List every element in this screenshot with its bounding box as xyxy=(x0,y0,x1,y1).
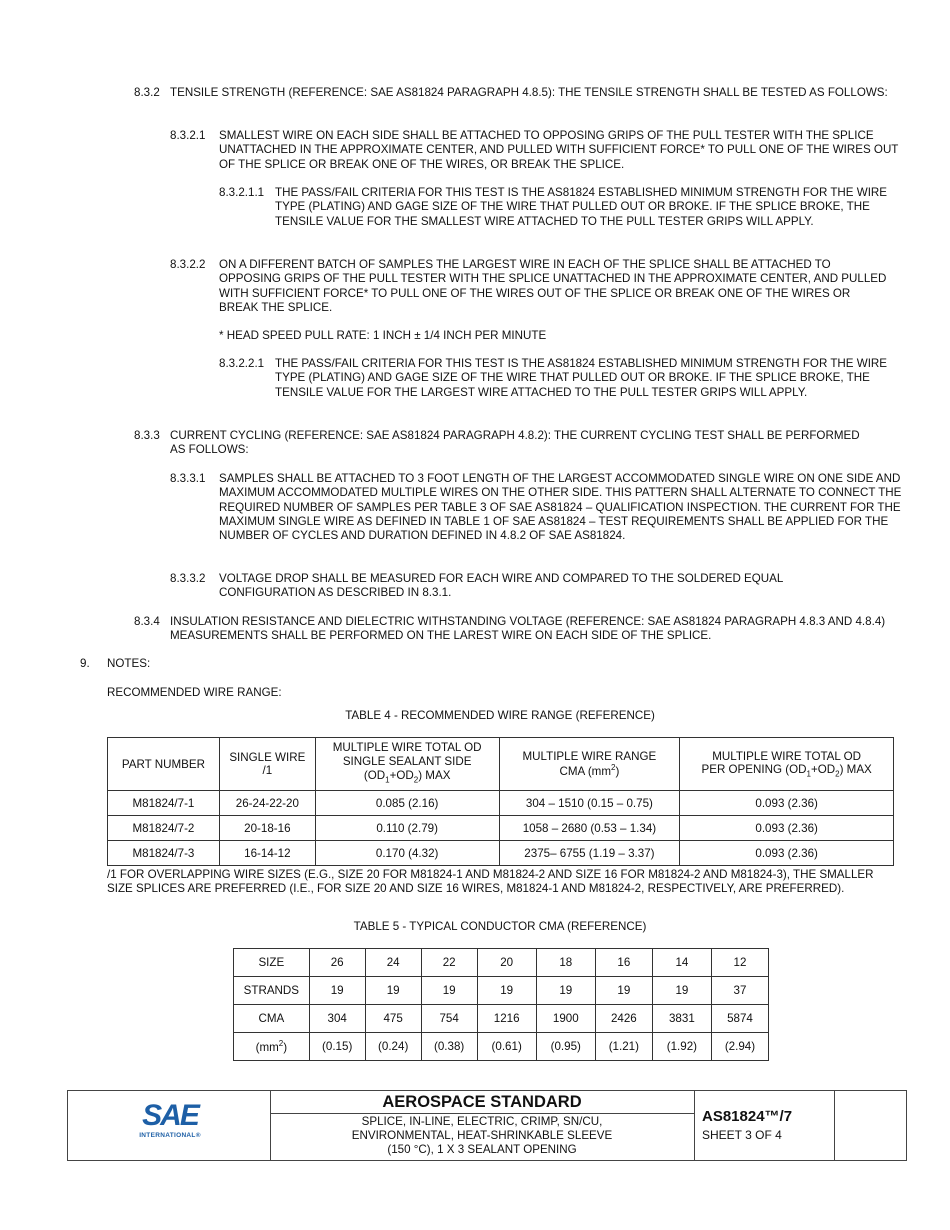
table-cell: 26-24-22-20 xyxy=(219,791,315,816)
sheet-number: SHEET 3 OF 4 xyxy=(702,1128,782,1142)
section-8-3-2-2-number: 8.3.2.2 xyxy=(170,258,206,271)
table-cell: 5874 xyxy=(711,1005,768,1033)
table-cell: 20 xyxy=(477,949,536,977)
section-8-3-4-number: 8.3.4 xyxy=(134,615,160,628)
table-4 xyxy=(107,737,894,866)
section-8-3-3-2-number: 8.3.3.2 xyxy=(170,572,206,585)
section-8-3-2-2-1-text: THE PASS/FAIL CRITERIA FOR THIS TEST IS THE AS81824 ESTABLISHED MINIMUM STRENGTH FOR THE WIRE TYPE (PLATING) AND GAGE SIZE OF THE WIRE THAT PULLED OUT OR BROKE. IF THE SPLICE BROKE, THE TENSILE VALUE FOR THE LARGEST WIRE ATTACHED TO THE PULL TESTER GRIPS WILL APPLY. xyxy=(275,357,888,399)
document-number: AS81824™/7 xyxy=(702,1108,793,1125)
table-cell: 19 xyxy=(421,977,477,1005)
table-cell: 304 xyxy=(309,1005,365,1033)
table-5 xyxy=(233,948,769,1061)
table-cell: (0.61) xyxy=(477,1033,536,1061)
table-cell: M81824/7-1 xyxy=(108,791,220,816)
table-cell: 19 xyxy=(309,977,365,1005)
table-cell: 1900 xyxy=(536,1005,595,1033)
table-row xyxy=(234,949,769,977)
section-8-3-2-2-1-number: 8.3.2.2.1 xyxy=(219,357,265,370)
section-8-3-3-number: 8.3.3 xyxy=(134,429,160,442)
table-cell: (0.24) xyxy=(365,1033,421,1061)
table-cell: CMA xyxy=(234,1005,310,1033)
section-8-3-3-1-number: 8.3.3.1 xyxy=(170,472,206,485)
document-number-cell xyxy=(694,1091,835,1160)
section-8-3-4-text: INSULATION RESISTANCE AND DIELECTRIC WITHSTANDING VOLTAGE (REFERENCE: SAE AS81824 PARAGRAPH 4.8.3 AND 4.8.4) MEASUREMENTS SHALL BE PERFORMED ON THE LAREST WIRE ON EACH SIDE OF THE SPLICE. xyxy=(170,615,886,643)
recommended-wire-range-label: RECOMMENDED WIRE RANGE: xyxy=(107,686,282,699)
table-cell: 19 xyxy=(365,977,421,1005)
section-8-3-3-text: CURRENT CYCLING (REFERENCE: SAE AS81824 PARAGRAPH 4.8.2): THE CURRENT CYCLING TEST SHALL BE PERFORMED AS FOLLOWS: xyxy=(170,429,860,457)
table-row xyxy=(108,816,894,841)
table-row xyxy=(234,977,769,1005)
table-cell: 0.085 (2.16) xyxy=(315,791,499,816)
table-cell: 37 xyxy=(711,977,768,1005)
table-cell: (0.15) xyxy=(309,1033,365,1061)
standard-title: AEROSPACE STANDARD xyxy=(270,1091,694,1114)
table-cell: 2426 xyxy=(595,1005,652,1033)
section-9-title: NOTES: xyxy=(107,657,151,670)
table-cell: $(mm^2)$ xyxy=(234,1033,310,1061)
section-8-3-2-1-number: 8.3.2.1 xyxy=(170,129,206,142)
table-cell: 16-14-12 xyxy=(219,841,315,866)
table-4-header-part-number: PART NUMBER xyxy=(108,738,220,791)
standard-description: SPLICE, IN-LINE, ELECTRIC, CRIMP, SN/CU, ENVIRONMENTAL, HEAT-SHRINKABLE SLEEVE (150 °C), 1 X 3 SEALANT OPENING xyxy=(351,1115,613,1156)
table-cell: 1058 – 2680 (0.53 – 1.34) xyxy=(499,816,680,841)
table-row xyxy=(234,1005,769,1033)
table-cell: (2.94) xyxy=(711,1033,768,1061)
head-speed-note: * HEAD SPEED PULL RATE: 1 INCH ± 1/4 INCH PER MINUTE xyxy=(219,329,547,342)
table-cell: 19 xyxy=(595,977,652,1005)
table-cell: M81824/7-3 xyxy=(108,841,220,866)
title-block xyxy=(67,1090,907,1161)
table-cell: M81824/7-2 xyxy=(108,816,220,841)
sae-logo xyxy=(138,1101,202,1139)
table-4-header-single-wire: SINGLE WIRE /1 xyxy=(219,738,315,791)
table-cell: 26 xyxy=(309,949,365,977)
table-4-header-od-per-opening: MULTIPLE WIRE TOTAL OD PER OPENING $(OD_1+OD_2)$ MAX xyxy=(680,738,894,791)
sae-logo-subtitle: INTERNATIONAL® xyxy=(139,1132,201,1139)
table-4-footnote: /1 FOR OVERLAPPING WIRE SIZES (E.G., SIZE 20 FOR M81824-1 AND M81824-2 AND SIZE 16 FOR M81824-2 AND M81824-3), THE SMALLER SIZE SPLICES ARE PREFERRED (I.E., FOR SIZE 20 AND SIZE 16 WIRES, M81824-1 AND M81824-2, RESPECTIVELY, ARE PREFERRED). xyxy=(107,868,874,896)
section-8-3-3-2-text: VOLTAGE DROP SHALL BE MEASURED FOR EACH WIRE AND COMPARED TO THE SOLDERED EQUAL CONFIGURATION AS DESCRIBED IN 8.3.1. xyxy=(219,572,783,600)
table-cell: 20-18-16 xyxy=(219,816,315,841)
table-cell: 2375– 6755 (1.19 – 3.37) xyxy=(499,841,680,866)
table-cell: 754 xyxy=(421,1005,477,1033)
table-4-header-row xyxy=(108,738,894,791)
table-cell: 19 xyxy=(536,977,595,1005)
sae-logo-mark: SAE xyxy=(142,1099,198,1132)
table-cell: STRANDS xyxy=(234,977,310,1005)
table-cell: 475 xyxy=(365,1005,421,1033)
table-cell: (1.21) xyxy=(595,1033,652,1061)
table-row xyxy=(108,791,894,816)
table-cell: 1216 xyxy=(477,1005,536,1033)
table-5-caption: TABLE 5 - TYPICAL CONDUCTOR CMA (REFERENCE) xyxy=(353,920,647,933)
logo-cell xyxy=(68,1091,271,1160)
title-cell xyxy=(270,1091,695,1160)
table-cell: (0.95) xyxy=(536,1033,595,1061)
section-8-3-2-1-1-text: THE PASS/FAIL CRITERIA FOR THIS TEST IS THE AS81824 ESTABLISHED MINIMUM STRENGTH FOR THE WIRE TYPE (PLATING) AND GAGE SIZE OF THE WIRE THAT PULLED OUT OR BROKE. IF THE SPLICE BROKE, THE TENSILE VALUE FOR THE SMALLEST WIRE ATTACHED TO THE PULL TESTER GRIPS WILL APPLY. xyxy=(275,186,888,228)
table-cell: 0.110 (2.79) xyxy=(315,816,499,841)
table-cell: 19 xyxy=(477,977,536,1005)
table-row xyxy=(234,1033,769,1061)
table-cell: 19 xyxy=(652,977,711,1005)
section-8-3-3-1-text: SAMPLES SHALL BE ATTACHED TO 3 FOOT LENGTH OF THE LARGEST ACCOMMODATED SINGLE WIRE ON ONE SIDE AND MAXIMUM ACCOMMODATED MULTIPLE WIRES ON THE OTHER SIDE. THIS PATTERN SHALL ALTERNATE TO CONNECT THE REQUIRED NUMBER OF SAMPLES PER TABLE 3 OF SAE AS81824 – QUALIFICATION INSPECTION. THE CURRENT FOR THE MAXIMUM SINGLE WIRE AS DEFINED IN TABLE 1 OF SAE AS81824 – TEST REQUIREMENTS SHALL BE APPLIED FOR THE NUMBER OF CYCLES AND DURATION DEFINED IN 4.8.2 OF SAE AS81824. xyxy=(219,472,902,543)
table-cell: 3831 xyxy=(652,1005,711,1033)
table-cell: 24 xyxy=(365,949,421,977)
table-cell: SIZE xyxy=(234,949,310,977)
table-cell: 0.170 (4.32) xyxy=(315,841,499,866)
section-8-3-2-1-1-number: 8.3.2.1.1 xyxy=(219,186,265,199)
table-cell: 22 xyxy=(421,949,477,977)
table-cell: 0.093 (2.36) xyxy=(680,841,894,866)
table-cell: 16 xyxy=(595,949,652,977)
table-4-header-multiple-wire-range: MULTIPLE WIRE RANGE CMA $(mm^2)$ xyxy=(499,738,680,791)
table-cell: 12 xyxy=(711,949,768,977)
section-8-3-2-number: 8.3.2 xyxy=(134,86,160,99)
section-8-3-2-1-text: SMALLEST WIRE ON EACH SIDE SHALL BE ATTACHED TO OPPOSING GRIPS OF THE PULL TESTER WITH THE SPLICE UNATTACHED IN THE APPROXIMATE CENTER, AND PULLED WITH SUFFICIENT FORCE* TO PULL ONE OF THE WIRES OUT OF THE SPLICE OR BREAK ONE OF THE WIRES, OR BREAK THE SPLICE. xyxy=(219,129,899,171)
table-cell: 0.093 (2.36) xyxy=(680,816,894,841)
section-8-3-2-2-text: ON A DIFFERENT BATCH OF SAMPLES THE LARGEST WIRE IN EACH OF THE SPLICE SHALL BE ATTACHED TO OPPOSING GRIPS OF THE PULL TESTER WITH THE SPLICE UNATTACHED IN THE APPROXIMATE CENTER, AND PULLED WITH SUFFICIENT FORCE* TO PULL ONE OF THE WIRES OUT OF THE SPLICE OR BREAK ONE OF THE WIRES OR BREAK THE SPLICE. xyxy=(219,258,887,314)
table-4-header-multiple-wire-od: MULTIPLE WIRE TOTAL OD SINGLE SEALANT SIDE $(OD_1+OD_2)$ MAX xyxy=(315,738,499,791)
table-cell: (1.92) xyxy=(652,1033,711,1061)
table-cell: 0.093 (2.36) xyxy=(680,791,894,816)
table-cell: (0.38) xyxy=(421,1033,477,1061)
section-9-number: 9. xyxy=(80,657,90,670)
section-8-3-2-text: TENSILE STRENGTH (REFERENCE: SAE AS81824 PARAGRAPH 4.8.5): THE TENSILE STRENGTH SHALL BE TESTED AS FOLLOWS: xyxy=(170,86,888,99)
table-cell: 18 xyxy=(536,949,595,977)
table-cell: 304 – 1510 (0.15 – 0.75) xyxy=(499,791,680,816)
table-cell: 14 xyxy=(652,949,711,977)
table-4-caption: TABLE 4 - RECOMMENDED WIRE RANGE (REFERENCE) xyxy=(345,709,655,722)
table-row xyxy=(108,841,894,866)
